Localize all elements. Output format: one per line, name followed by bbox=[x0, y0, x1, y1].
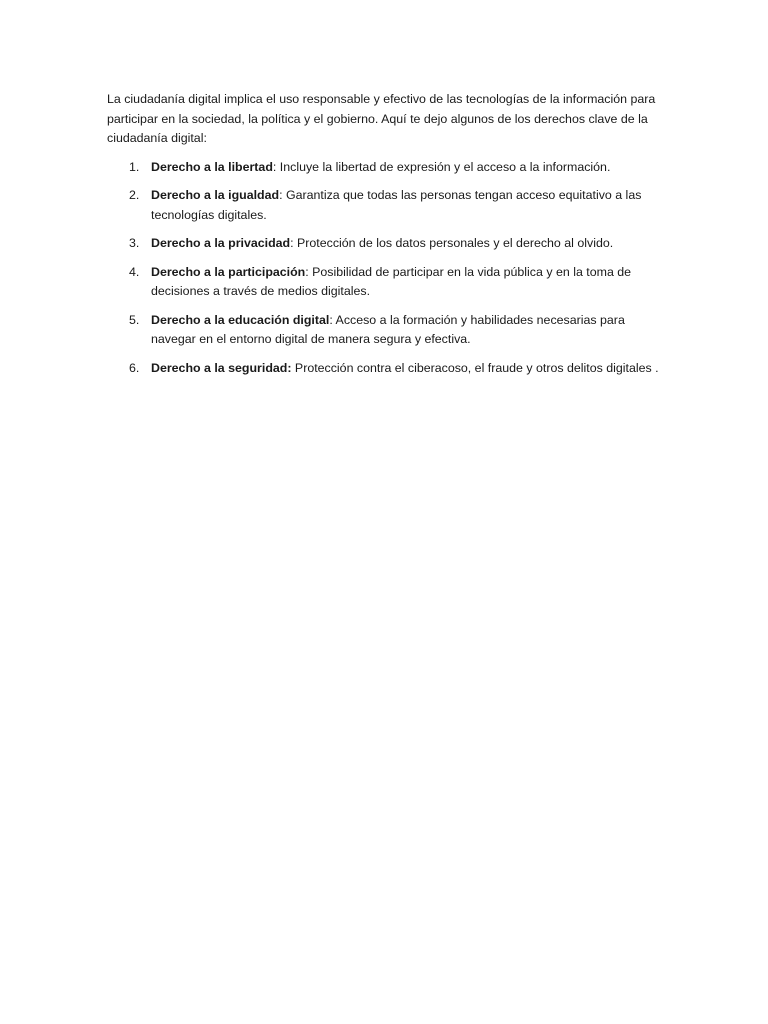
list-number: 6. bbox=[129, 360, 140, 375]
right-separator: : bbox=[290, 236, 294, 250]
right-separator: : bbox=[329, 312, 333, 327]
list-number: 4. bbox=[129, 264, 140, 279]
list-number: 2. bbox=[129, 188, 140, 202]
list-item bbox=[107, 359, 667, 379]
right-term: Derecho a la privacidad bbox=[151, 236, 291, 250]
list-item bbox=[107, 311, 667, 350]
right-separator: : bbox=[305, 264, 309, 279]
right-term: Derecho a la libertad bbox=[151, 159, 273, 174]
document-body bbox=[107, 90, 667, 387]
list-item bbox=[107, 263, 667, 302]
list-number: 5. bbox=[129, 312, 140, 327]
right-term: Derecho a la educación digital bbox=[151, 312, 330, 327]
right-description: Protección de los datos personales y el derecho al olvido. bbox=[293, 236, 614, 250]
right-description: Garantiza que todas las personas tengan acceso equitativo a las tecnologías digitales. bbox=[151, 188, 642, 222]
list-item bbox=[107, 158, 667, 178]
right-description: Posibilidad de participar en la vida pública y en la toma de decisiones a través de medios digitales. bbox=[151, 264, 632, 298]
list-number: 1. bbox=[129, 159, 140, 174]
list-item bbox=[107, 186, 667, 225]
list-number: 3. bbox=[129, 236, 140, 250]
list-item bbox=[107, 234, 667, 254]
right-description: Protección contra el ciberacoso, el fraude y otros delitos digitales . bbox=[291, 360, 659, 375]
right-term: Derecho a la participación bbox=[151, 264, 306, 279]
rights-list bbox=[107, 158, 667, 379]
right-description: Incluye la libertad de expresión y el acceso a la información. bbox=[276, 159, 611, 174]
right-term: Derecho a la igualdad bbox=[151, 188, 280, 202]
right-separator: : bbox=[279, 188, 283, 202]
right-term: Derecho a la seguridad: bbox=[151, 360, 292, 375]
intro-paragraph: La ciudadanía digital implica el uso responsable y efectivo de las tecnologías de la información para participar en la sociedad, la política y el gobierno. Aquí te dejo algunos de los derechos clave de la ciudadanía digital: bbox=[107, 92, 656, 145]
right-separator: : bbox=[272, 159, 277, 174]
right-description: Acceso a la formación y habilidades necesarias para navegar en el entorno digital de manera segura y efectiva. bbox=[151, 312, 625, 346]
